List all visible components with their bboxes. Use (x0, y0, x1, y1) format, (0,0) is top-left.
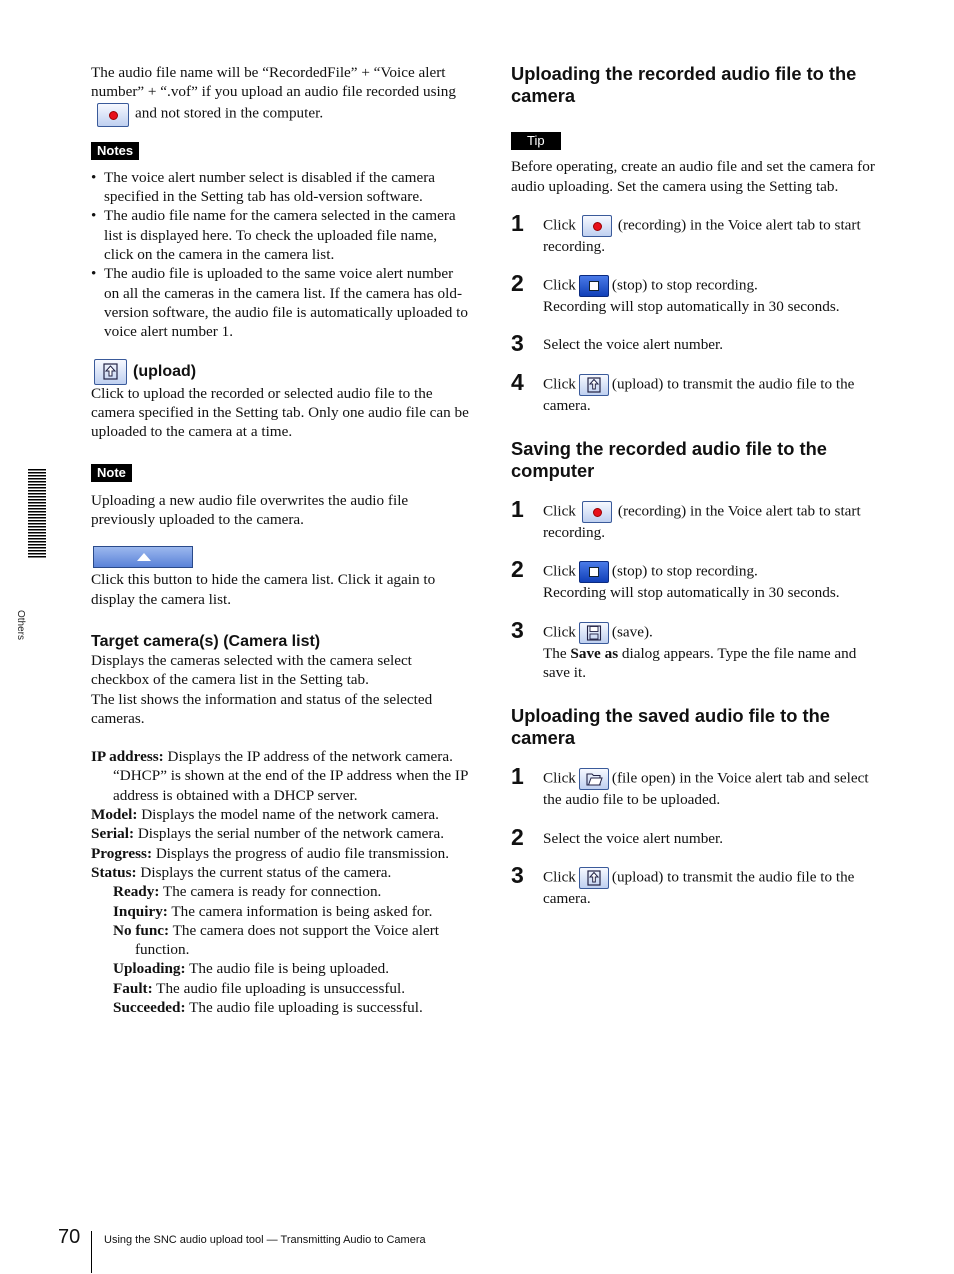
section-title: Uploading the recorded audio file to the camera (511, 63, 857, 106)
step-item: 3 Click (upload) to transmit the audio file to the camera. (511, 861, 855, 907)
step-item: 1 Click (file open) in the Voice alert tab and select the audio file to be uploaded. (511, 763, 869, 809)
steps-list (511, 763, 887, 908)
tip-text: Before operating, create an audio file and set the camera for audio uploading. Set the camera using the Setting tab. (511, 158, 875, 195)
target-description-2: The list shows the information and status of the selected cameras. (91, 690, 433, 727)
step-item: 2 Select the voice alert number. (511, 823, 724, 850)
stop-icon (579, 275, 609, 297)
step-item: 3 Select the voice alert number. (511, 330, 724, 357)
note-text: Uploading a new audio file overwrites the audio file previously uploaded to the camera. (91, 491, 409, 529)
list-item: No func: The camera does not support the Voice alert function. (113, 921, 440, 959)
step-item: 2 Click (stop) to stop recording. Recording will stop automatically in 30 seconds. (511, 556, 840, 602)
target-description: Displays the cameras selected with the camera select checkbox of the camera list in the Setting tab. (91, 651, 412, 689)
stop-icon (579, 561, 609, 583)
list-item: Succeeded: The audio file uploading is successful. (113, 998, 423, 1016)
save-icon (579, 622, 609, 644)
step-item: 3 Click (save). The Save as dialog appears. Type the file name and save it. (511, 616, 857, 681)
notes-badge: Notes (91, 142, 139, 160)
step-item: 1 Click (recording) in the Voice alert tab to start recording. (511, 496, 861, 542)
list-item: Ready: The camera is ready for connection. (113, 883, 382, 901)
right-column (511, 63, 887, 908)
side-section-label: Others (15, 610, 26, 641)
upload-description: Click to upload the recorded or selected audio file to the camera specified in the Setting tab. Only one audio file can be uploaded to the camera at a time. (91, 384, 469, 441)
note-badge: Note (91, 464, 132, 482)
field-list (91, 747, 469, 1017)
left-column (91, 63, 469, 1017)
file-open-icon (579, 768, 609, 790)
hide-description: Click this button to hide the camera list. Click it again to display the camera list. (91, 571, 436, 608)
record-icon (582, 215, 612, 237)
upload-icon (94, 359, 127, 385)
record-icon (97, 103, 129, 127)
tip-badge: Tip (511, 132, 561, 150)
step-item: 4 Click (upload) to transmit the audio file to the camera. (511, 368, 855, 414)
upload-icon (579, 374, 609, 396)
list-item: • The voice alert number select is disabled if the camera specified in the Setting tab has old-version software. (91, 168, 469, 207)
side-index-tab (28, 469, 46, 559)
step-item: 1 Click (recording) in the Voice alert tab to start recording. (511, 209, 861, 255)
list-item: • The audio file name for the camera selected in the camera list is displayed here. To check the uploaded file name, click on the camera in the camera list. (91, 206, 469, 264)
list-item: • The audio file is uploaded to the same voice alert number on all the cameras in the camera list. If the camera has old-version software, the audio file is automatically uploaded to voice alert number 1. (91, 264, 469, 341)
list-item: Model: Displays the model name of the network camera. (91, 806, 439, 824)
intro-paragraph: The audio file name will be “RecordedFile” + “Voice alert number” + “.vof” if you upload an audio file recorded using and not stored in the computer. (91, 63, 469, 126)
list-item: Status: Displays the current status of the camera. (91, 863, 392, 881)
list-item: Fault: The audio file uploading is unsuccessful. (113, 979, 406, 997)
list-item: Progress: Displays the progress of audio file transmission. (91, 844, 449, 862)
upload-icon (579, 867, 609, 889)
list-item: Inquiry: The camera information is being asked for. (113, 902, 433, 920)
list-item: Uploading: The audio file is being uploaded. (113, 960, 390, 978)
collapse-up-icon (93, 546, 193, 568)
section-title: Saving the recorded audio file to the computer (511, 438, 827, 482)
target-heading: Target camera(s) (Camera list) (91, 632, 321, 650)
notes-list (91, 168, 469, 342)
step-item: 2 Click (stop) to stop recording. Recording will stop automatically in 30 seconds. (511, 270, 840, 316)
record-icon (582, 501, 612, 523)
page-number: 70 (58, 1226, 81, 1248)
steps-list (511, 209, 887, 415)
upload-heading: (upload) (133, 363, 197, 381)
section-title: Uploading the saved audio file to the camera (511, 705, 830, 749)
steps-list (511, 496, 887, 682)
footer-divider (91, 1231, 92, 1273)
footer-text: Using the SNC audio upload tool — Transmitting Audio to Camera (104, 1234, 426, 1246)
list-item: Serial: Displays the serial number of the network camera. (91, 825, 445, 843)
list-item: IP address: Displays the IP address of the network camera. “DHCP” is shown at the end of the IP address when the IP address is obtained with a DHCP server. (91, 748, 468, 804)
